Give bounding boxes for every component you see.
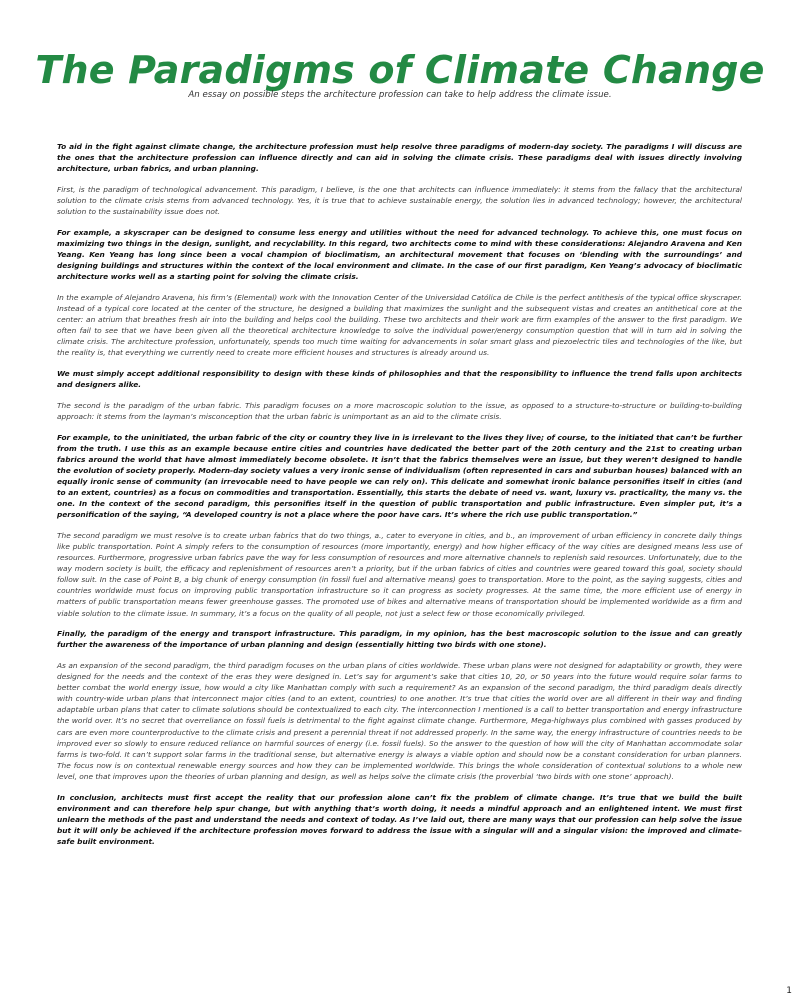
paragraph: As an expansion of the second paradigm, the third paradigm focuses on the urban plans of cities worldwide. These urban plans were not designed for adaptability or growth, they were designed for the needs and the context of the eras they were designed in. Let’s say for argument’s sake that cities 10, 20, or 50 years into the future would require solar farms to better combat the world energy issue, how would a city like Manhattan comply with such a requirement? As an expansion of the second paradigm, the third paradigm deals directly with country-wide urban plans that interconnect major cities (and to an extent, countries) to one another. It’s true that cities the world over are all different in their way and finding adaptable urban plans that cater to climate solutions should be contextualized to each city. The interconnection I mentioned is a call to better transportation and energy infrastructure the world over. It’s no secret that overreliance on fossil fuels is detrimental to the fight against climate change. Furthermore, Mega-highways plus combined with gasses produced by cars are even more counterproductive to the climate crisis and present a perennial threat if not addressed properly. In the same way, the energy infrastructure of countries needs to be improved ever so slowly to ensure reduced reliance on harmful sources of energy (i.e. fossil fuels). So the answer to the question of how will the city of Manhattan accommodate solar farms is two-fold. It can’t support solar farms in the traditional sense, but alternative energy is always a viable option and should now be a constant consideration for urban planners. The focus now is on contextual renewable energy sources and how they can be implemented worldwide. This brings the whole consideration of contextual solutions to a whole new level, one that improves upon the theories of urban planning and design, as well as helps solve the climate crisis (the proverbial ‘two birds with one stone’ approach).: [57, 661, 742, 781]
paragraph: In conclusion, architects must first accept the reality that our profession alone can’t fix the problem of climate change. It’s true that we build the built environment and can therefore help spur change, but with anything that’s worth doing, it needs a mindful approach and an enlightened intent. We must first unlearn the methods of the past and understand the needs and context of today. As I’ve laid out, there are many ways that our profession can help solve the issue but it will only be achieved if the architecture profession moves forward to address the issue with a singular will and a singular vision: the improved and climate-safe built environment.: [57, 792, 742, 846]
essay-body: [57, 141, 742, 857]
paragraph: The second paradigm we must resolve is to create urban fabrics that do two things, a., cater to everyone in cities, and b., an improvement of urban efficiency in concrete daily things like public transportation. Point A simply refers to the consumption of resources (more importantly, energy) and how higher efficacy of the way cities are designed means less use of resources. Furthermore, progressive urban fabrics pave the way for less consumption of resources and more alternative channels to replenish said resources. Unfortunately, due to the way modern society is built, the efficacy and replenishment of resources aren’t a priority, but if the urban fabrics of cities and countries were geared toward this goal, society should follow suit. In the case of Point B, a big chunk of energy consumption (in fossil fuel and alternative means) goes to transportation. More to the point, as the saying suggests, cities and countries worldwide must focus on improving public transportation infrastructure so it can progress as society progresses. At the same time, the more efficient use of energy in matters of public transportation means fewer greenhouse gasses. The promoted use of bikes and alternative means of transportation should be implemented worldwide as a firm and viable solution to the climate issue. In summary, it’s a focus on the quality of all people, not just a select few or those economically privileged.: [57, 530, 742, 618]
paragraph: For example, to the uninitiated, the urban fabric of the city or country they live in is irrelevant to the lives they live; of course, to the initiated that can’t be further from the truth. I use this as an example because entire cities and countries have dedicated the better part of the 20th century and the 21st to creating urban fabrics around the world that have almost immediately become obsolete. It isn’t that the fabrics themselves were an issue, but they weren’t designed to handle the evolution of society properly. Modern-day society values a very ironic sense of individualism (often represented in cars and suburban houses) balanced with an equally ironic sense of community (an irrevocable need to have people we can rely on). This delicate and somewhat ironic balance personifies itself in cities (and to an extent, countries) as a focus on commodities and transportation. Essentially, this starts the debate of need vs. want, luxury vs. practicality, the many vs. the one. In the context of the second paradigm, this personifies itself in the question of public transportation and public infrastructure. Even simpler put, it’s a personification of the saying, “A developed country is not a place where the poor have cars. It’s where the rich use public transportation.”: [57, 432, 742, 520]
paragraph: The second is the paradigm of the urban fabric. This paradigm focuses on a more macroscopic solution to the issue, as opposed to a structure-to-structure or building-to-building approach: it stems from the layman’s misconception that the urban fabric is unimportant as an aid to the climate crisis.: [57, 400, 742, 421]
paragraph: For example, a skyscraper can be designed to consume less energy and utilities without the need for advanced technology. To achieve this, one must focus on maximizing two things in the design, sunlight, and recyclability. In this regard, two architects come to mind with these considerations: Alejandro Aravena and Ken Yeang. Ken Yeang has long since been a vocal champion of bioclimatism, an architectural movement that focuses on ‘blending with the surroundings’ and designing buildings and structures within the context of the local environment and climate. In the case of our first paradigm, Ken Yeang’s advocacy of bioclimatic architecture works well as a starting point for solving the climate crisis.: [57, 227, 742, 282]
paragraph: To aid in the fight against climate change, the architecture profession must help resolve three paradigms of modern-day society. The paradigms I will discuss are the ones that the architecture profession can influence directly and can aid in solving the climate crisis. These paradigms deal with issues directly involving architecture, urban fabrics, and urban planning.: [57, 142, 742, 174]
paragraph: First, is the paradigm of technological advancement. This paradigm, I believe, is the one that architects can influence immediately: it stems from the fallacy that the architectural solution to the climate crisis stems from advanced technology. Yes, it is true that to achieve sustainable energy, the solution lies in advanced technology; however, the architectural solution to the sustainability issue does not.: [57, 184, 742, 217]
paragraph: Finally, the paradigm of the energy and transport infrastructure. This paradigm, in my opinion, has the best macroscopic solution to the issue and can greatly further the awareness of the importance of urban planning and design (essentially hitting two birds with one stone).: [57, 629, 742, 650]
page-subtitle: An essay on possible steps the architecture profession can take to help address the climate issue.: [188, 90, 612, 100]
page-number: 1: [786, 986, 792, 996]
page-title: The Paradigms of Climate Change: [35, 48, 765, 92]
paragraph: We must simply accept additional responsibility to design with these kinds of philosophies and that the responsibility to influence the trend falls upon architects and designers alike.: [57, 368, 742, 390]
paragraph: In the example of Alejandro Aravena, his firm’s (Elemental) work with the Innovation Center of the Universidad Católica de Chile is the perfect antithesis of the typical office skyscraper. Instead of a typical core located at the center of the structure, he designed a building that maximizes the sunlight and the subsequent vistas and creates an antithetical core at the center: an atrium that breathes fresh air into the building and helps cool the building. These two architects and their work are firm examples of the answer to the first paradigm. We often fail to see that we have been given all the theoretical architecture knowledge to solve the individual power/energy consumption question that will in turn aid in solving the climate crisis. The architecture profession, unfortunately, spends too much time waiting for advancements in solar smart glass and piezoelectric tiles and technologies of the like, but the reality is, that everything we currently need to create more efficient houses and structures is already around us.: [57, 292, 742, 358]
